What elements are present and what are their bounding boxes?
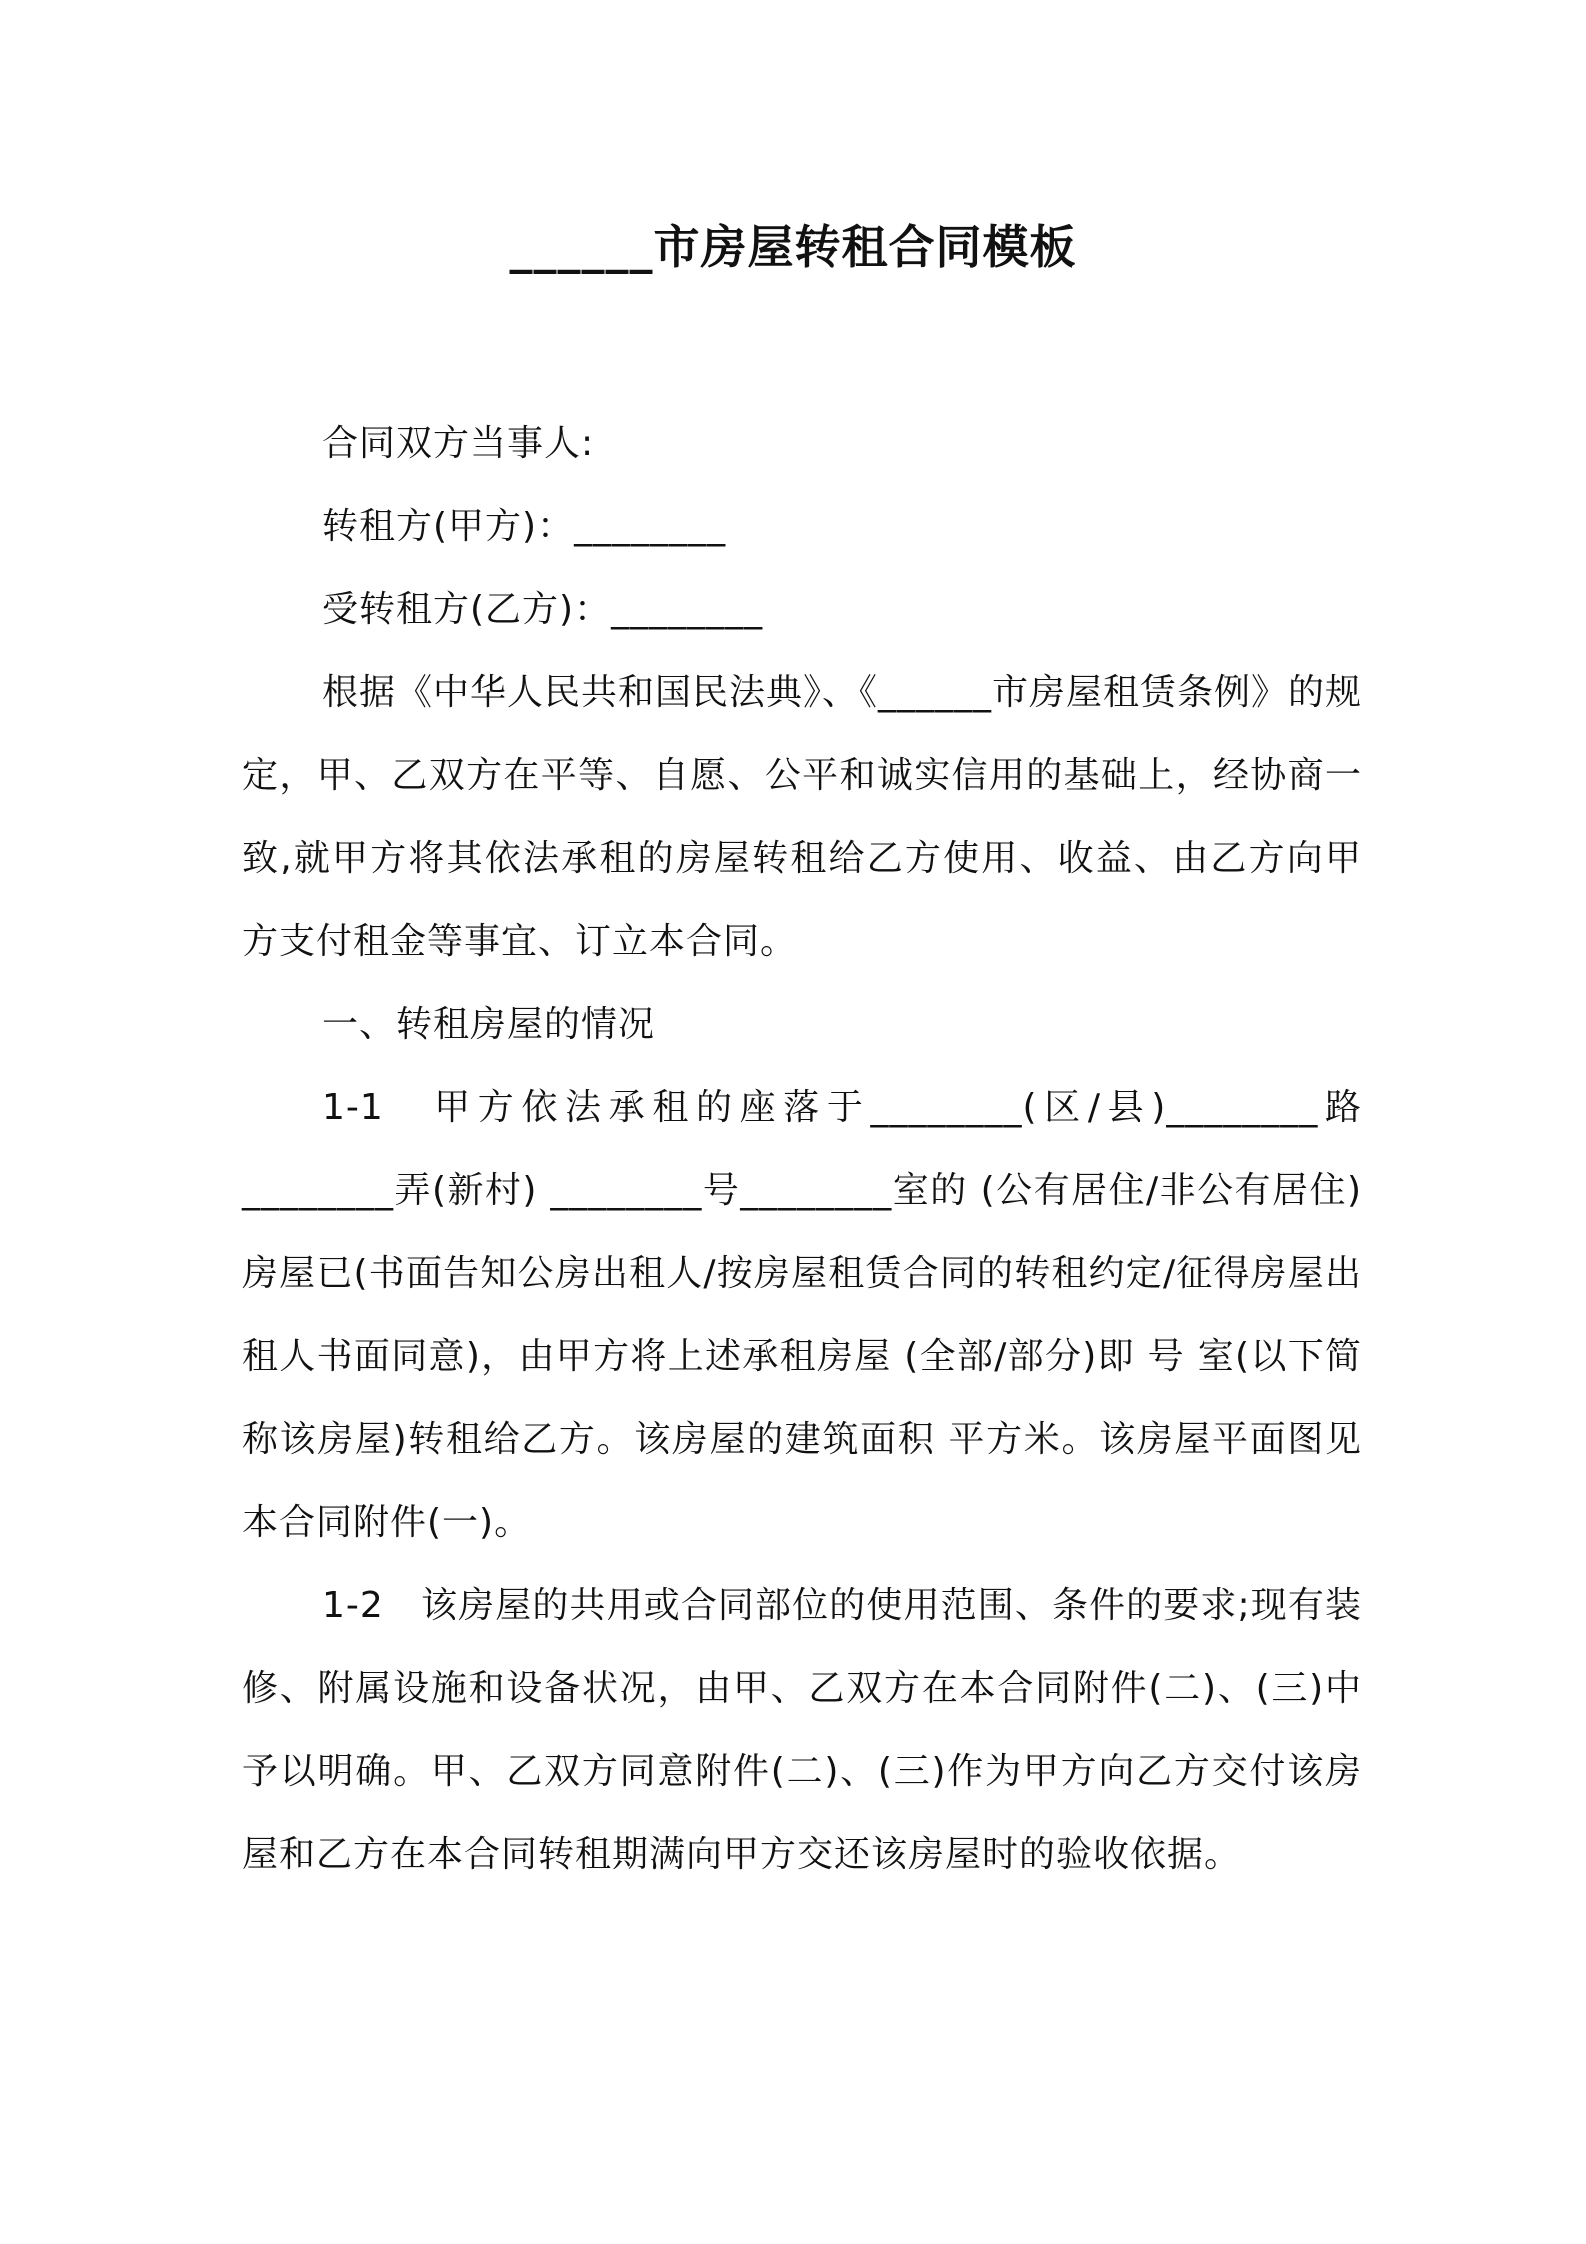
document-title: ______市房屋转租合同模板 bbox=[509, 220, 1077, 274]
preamble-paragraph: 根据《中华人民共和国民法典》、《______市房屋租赁条例》的规定，甲、乙双方在平等、自愿、公平和诚实信用的基础上，经协商一致,就甲方将其依法承租的房屋转租给乙方使用、收益、由乙方向甲方支付租金等事宜、订立本合同。 bbox=[242, 672, 1363, 962]
clause-1-2: 1-2 该房屋的共用或合同部位的使用范围、条件的要求;现有装修、附属设施和设备状况，由甲、乙双方在本合同附件(二)、(三)中予以明确。甲、乙双方同意附件(二)、(三)作为甲方向乙方交付该房屋和乙方在本合同转租期满向甲方交还该房屋时的验收依据。 bbox=[242, 1585, 1362, 1875]
clause-1-1: 1-1 甲方依法承租的座落于________(区/县)________路________弄(新村) ________号________室的 (公有居住/非公有居住)房屋已(书面告知公房出租人/按房屋租赁合同的转租约定/征得房屋出租人书面同意)，由甲方将上述承租房屋 (全部/部分)即 号 室(以下简称该房屋)转租给乙方。该房屋的建筑面积 平方米。该房屋平面图见本合同附件(一)。 bbox=[242, 1087, 1362, 1543]
party-a-line: 转租方(甲方)：________ bbox=[322, 506, 727, 547]
parties-heading: 合同双方当事人: bbox=[322, 423, 595, 464]
party-b-line: 受转租方(乙方)：________ bbox=[322, 589, 764, 630]
document-body bbox=[242, 402, 1362, 1896]
section-heading: 一、转租房屋的情况 bbox=[322, 1004, 656, 1045]
